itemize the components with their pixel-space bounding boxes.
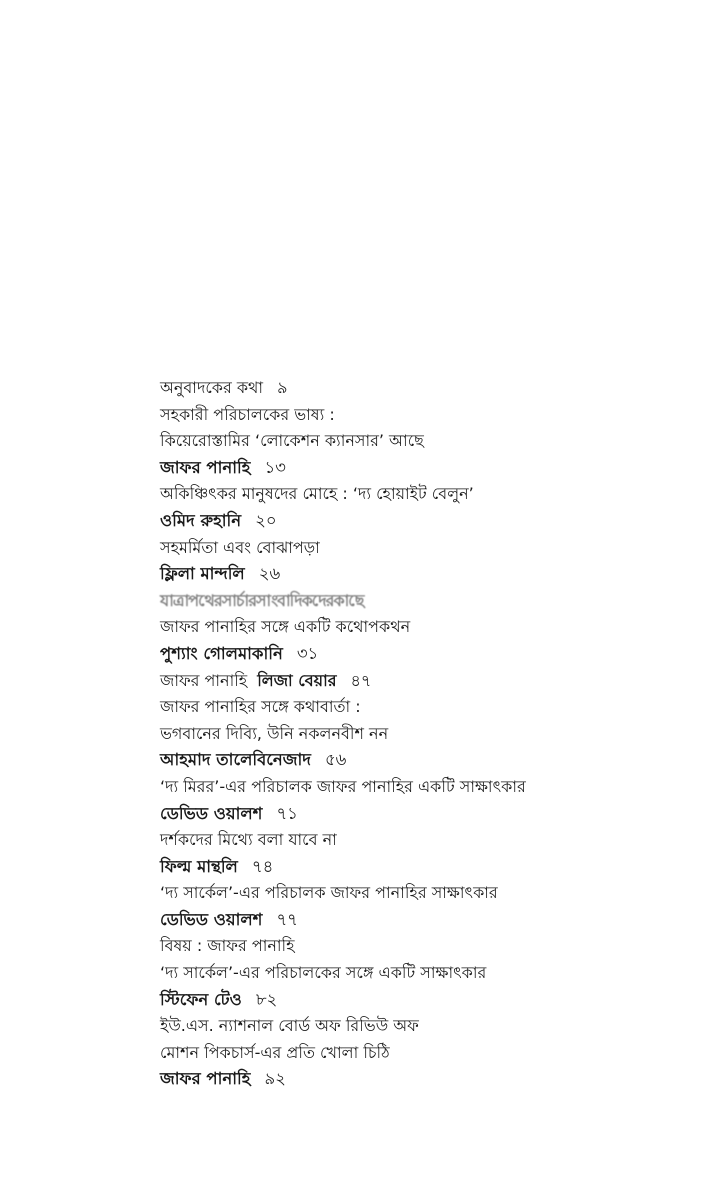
- page-number: ৪৭: [350, 670, 372, 690]
- author-name: জাফর পানাহি: [160, 457, 251, 477]
- toc-entry: [160, 1040, 680, 1067]
- entry-title: কিয়েরোস্তামির ‘লোকেশন ক্যানসার’ আছে: [160, 431, 424, 451]
- entry-title: ‘দ্য সার্কেল’-এর পরিচালকের সঙ্গে একটি সাক্ষাৎকার: [160, 963, 487, 983]
- toc-author: [160, 641, 680, 668]
- page-number: ৭১: [276, 803, 298, 823]
- author-name: ফিল্ম মান্থলি: [160, 856, 238, 876]
- entry-title: মোশন পিকচার্স-এর প্রতি খোলা চিঠি: [160, 1042, 390, 1062]
- page-number: ২০: [255, 510, 277, 530]
- toc-author: [160, 508, 680, 535]
- toc-entry: [160, 933, 680, 960]
- author-name: পুশ্যাং গোলমাকানি: [160, 643, 283, 663]
- toc-entry: [160, 375, 680, 402]
- entry-title: জাফর পানাহির সঙ্গে একটি কথোপকথন: [160, 617, 411, 637]
- entry-title: সহকারী পরিচালকের ভাষ্য :: [160, 404, 335, 424]
- entry-title: ভগবানের দিব্যি, উনি নকলনবীশ নন: [160, 723, 389, 743]
- entry-title: অকিঞ্চিৎকর মানুষদের মোহে : ‘দ্য হোয়াইট বেলুন’: [160, 484, 474, 504]
- toc-entry: [160, 535, 680, 562]
- page-number: ৯২: [264, 1069, 286, 1089]
- entry-title: দর্শকদের মিথ্যে বলা যাবে না: [160, 830, 337, 850]
- toc-entry-smudged: [160, 588, 680, 615]
- toc-entry: [160, 481, 680, 508]
- entry-title: সহমর্মিতা এবং বোঝাপড়া: [160, 537, 320, 557]
- toc-author: [160, 801, 680, 828]
- toc-entry: [160, 1013, 680, 1040]
- author-name: আহমাদ তালেবিনেজাদ: [160, 750, 311, 770]
- toc-entry: [160, 668, 680, 695]
- toc-entry: [160, 721, 680, 748]
- entry-title: ‘দ্য মিরর’-এর পরিচালক জাফর পানাহির একটি সাক্ষাৎকার: [160, 776, 526, 796]
- page-number: ৭৪: [251, 856, 274, 876]
- page-number: ৮২: [255, 989, 278, 1009]
- entry-title: বিষয় : জাফর পানাহি: [160, 936, 295, 956]
- entry-title: জাফর পানাহি: [160, 670, 248, 690]
- page-number: ৩১: [296, 643, 319, 663]
- page-number: ১৩: [264, 457, 286, 477]
- toc-entry: [160, 827, 680, 854]
- page-number: ৯: [277, 378, 288, 397]
- toc-entry: [160, 402, 680, 429]
- toc-author: [160, 987, 680, 1014]
- author-name: জাফর পানাহি: [160, 1069, 251, 1089]
- toc-entry: [160, 774, 680, 801]
- toc-author: [160, 747, 680, 774]
- toc-author: [160, 907, 680, 934]
- author-name: ওমিদ রুহানি: [160, 510, 242, 530]
- page-number: ৭৭: [276, 909, 298, 929]
- page-number: ২৬: [258, 564, 281, 584]
- author-name: ডেভিড ওয়ালশ: [160, 803, 263, 823]
- entry-title: ইউ.এস. ন্যাশনাল বোর্ড অফ রিভিউ অফ: [160, 1016, 419, 1036]
- toc-author: [160, 455, 680, 482]
- toc-entry: [160, 960, 680, 987]
- toc-entry: [160, 614, 680, 641]
- toc-entry: [160, 428, 680, 455]
- toc-author: [160, 1066, 680, 1093]
- toc-entry: [160, 694, 680, 721]
- table-of-contents: [160, 375, 680, 1093]
- page-number: ৫৬: [324, 750, 347, 770]
- toc-entry: [160, 880, 680, 907]
- entry-title: অনুবাদকের কথা: [160, 378, 264, 397]
- toc-author: [160, 854, 680, 881]
- smudged-text: যাত্রাপথেরসার্চারসাংবাদিকদেরকাছে: [160, 590, 364, 610]
- entry-title: ‘দ্য সার্কেল’-এর পরিচালক জাফর পানাহির সাক্ষাৎকার: [160, 883, 498, 903]
- author-name: লিজা বেয়ার: [257, 670, 337, 690]
- entry-title: জাফর পানাহির সঙ্গে কথাবার্তা :: [160, 697, 361, 717]
- author-name: ফ্লিলা মান্দলি: [160, 564, 245, 584]
- author-name: স্টিফেন টেও: [160, 989, 242, 1009]
- author-name: ডেভিড ওয়ালশ: [160, 909, 263, 929]
- toc-author: [160, 561, 680, 588]
